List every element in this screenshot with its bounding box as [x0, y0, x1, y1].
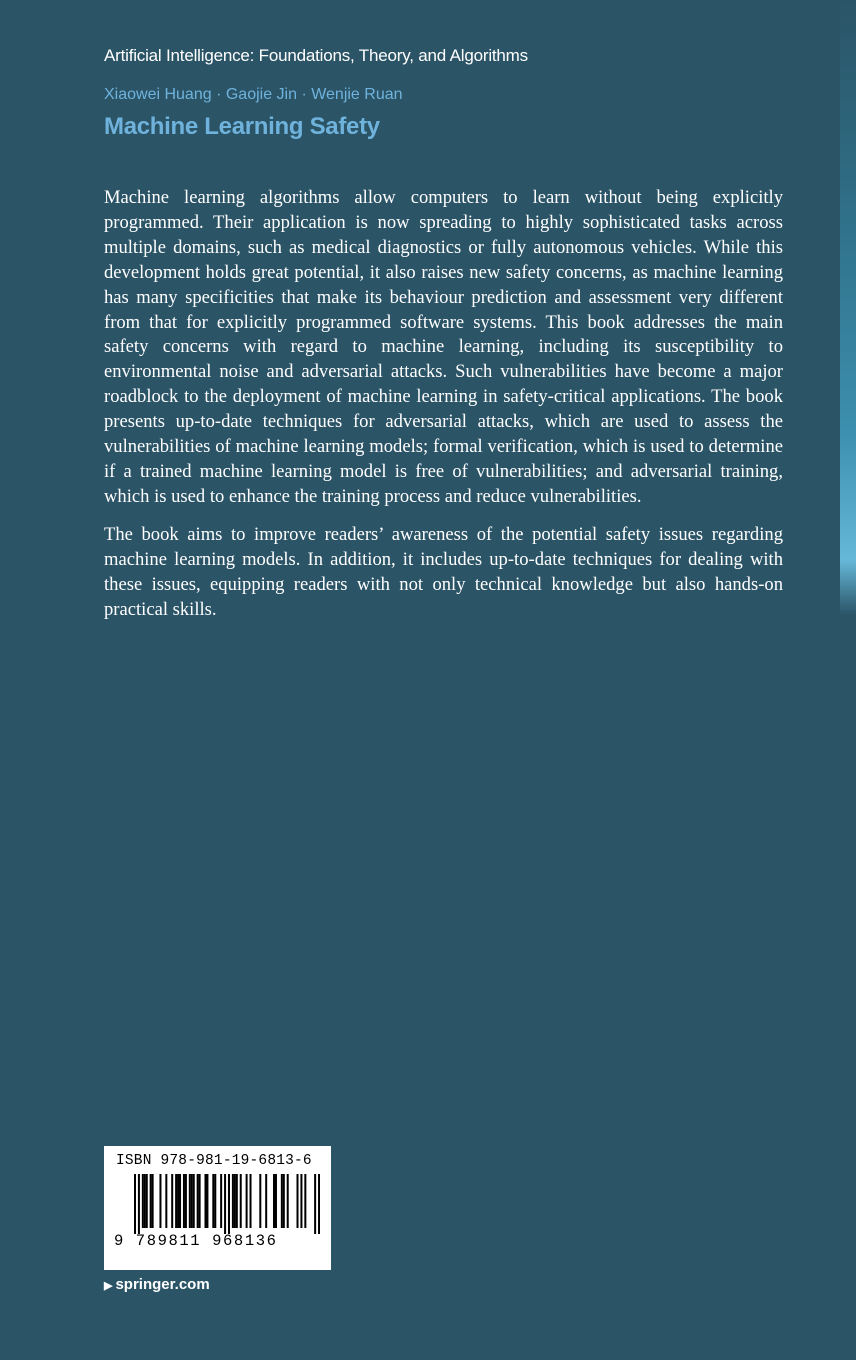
- barcode-bar: [197, 1174, 199, 1228]
- triangle-right-icon: ▶: [104, 1280, 113, 1292]
- barcode-bar: [183, 1174, 185, 1228]
- barcode-bar: [142, 1174, 144, 1228]
- barcode-bar: [199, 1174, 201, 1228]
- barcode-digits: 9 789811 968136: [114, 1232, 278, 1250]
- publisher-link[interactable]: [104, 1276, 210, 1293]
- barcode-bar: [152, 1174, 154, 1228]
- book-description: [104, 186, 783, 635]
- description-paragraph-1: Machine learning algorithms allow computers to learn without being explicitly programmed. Their application is now spreading to highly sophisticated tasks across multiple domains, such as medical diagnostics or fully autonomous vehicles. While this development holds great potential, it also raises new safety concerns, as machine learning has many specificities that make its behaviour prediction and assessment very different from that for explicitly programmed software systems. This book addresses the main safety concerns with regard to machine learning, including its susceptibility to environmental noise and adversarial attacks. Such vulnerabilities have become a major roadblock to the deployment of machine learning in safety-critical applications. The book presents up-to-date techniques for adversarial attacks, which are used to assess the vulnerabilities of machine learning models; formal verification, which is used to determine if a trained machine learning model is free of vulnerabilities; and adversarial training, which is used to enhance the training process and reduce vulnerabilities.: [104, 187, 783, 507]
- barcode-bar: [146, 1174, 148, 1228]
- authors: Xiaowei Huang · Gaojie Jin · Wenjie Ruan: [104, 86, 403, 103]
- barcode-bar: [300, 1174, 302, 1228]
- barcode-bar: [283, 1174, 285, 1228]
- barcode-bar: [314, 1174, 316, 1234]
- barcode-bar: [304, 1174, 306, 1228]
- barcode-bar: [232, 1174, 234, 1228]
- barcode-bar: [318, 1174, 320, 1234]
- barcode-bar: [240, 1174, 242, 1228]
- barcode-bar: [179, 1174, 181, 1228]
- barcode-bar: [246, 1174, 248, 1228]
- barcode-bar: [220, 1174, 222, 1228]
- barcode-bar: [177, 1174, 179, 1228]
- barcode-bar: [134, 1174, 136, 1234]
- barcode-bar: [281, 1174, 283, 1228]
- barcode-bar: [189, 1174, 191, 1228]
- spine-edge-gradient: [840, 0, 856, 1360]
- barcode: [134, 1174, 320, 1234]
- barcode-bar: [236, 1174, 238, 1228]
- barcode-bar: [212, 1174, 214, 1228]
- barcode-bar: [150, 1174, 152, 1228]
- publisher-website: springer.com: [115, 1276, 210, 1293]
- barcode-bar: [265, 1174, 267, 1228]
- barcode-bar: [191, 1174, 193, 1228]
- barcode-bar: [206, 1174, 208, 1228]
- barcode-bar: [273, 1174, 275, 1228]
- barcode-bar: [287, 1174, 289, 1228]
- series-name: Artificial Intelligence: Foundations, Theory, and Algorithms: [104, 46, 528, 65]
- barcode-bar: [185, 1174, 187, 1228]
- barcode-bar: [250, 1174, 252, 1228]
- barcode-bar: [224, 1174, 226, 1234]
- barcode-bar: [175, 1174, 177, 1228]
- barcode-bar: [275, 1174, 277, 1228]
- description-paragraph-2: The book aims to improve readers’ awareness of the potential safety issues regarding machine learning models. In addition, it includes up-to-date techniques for dealing with these issues, equipping readers with not only technical knowledge but also hands-on practical skills.: [104, 523, 783, 620]
- barcode-bar: [165, 1174, 167, 1228]
- barcode-bar: [144, 1174, 146, 1228]
- barcode-bar: [214, 1174, 216, 1228]
- barcode-bar: [259, 1174, 261, 1228]
- barcode-bar: [204, 1174, 206, 1228]
- barcode-bar: [228, 1174, 230, 1234]
- barcode-bar: [234, 1174, 236, 1228]
- barcode-bar: [171, 1174, 173, 1228]
- barcode-bar: [159, 1174, 161, 1228]
- isbn-label: ISBN 978-981-19-6813-6: [116, 1153, 312, 1169]
- isbn-barcode-box: [104, 1146, 331, 1270]
- barcode-bar: [297, 1174, 299, 1228]
- barcode-bar: [193, 1174, 195, 1228]
- book-title: Machine Learning Safety: [104, 113, 380, 140]
- barcode-bar: [138, 1174, 140, 1234]
